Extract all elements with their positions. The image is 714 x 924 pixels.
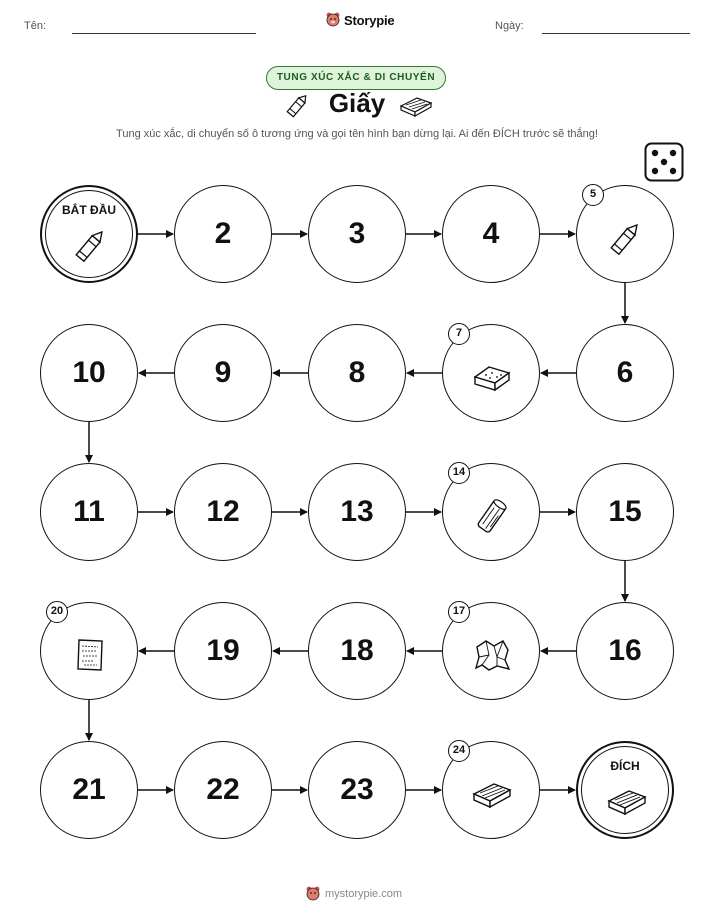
space-number-badge: 14 bbox=[448, 462, 470, 484]
board-space[interactable] bbox=[576, 185, 674, 283]
board-space[interactable] bbox=[442, 741, 540, 839]
paper-sheet-icon bbox=[70, 635, 110, 675]
space-number: 6 bbox=[616, 356, 634, 389]
footer bbox=[306, 886, 402, 902]
board-space[interactable] bbox=[442, 463, 540, 561]
footer-url: mystorypie.com bbox=[325, 888, 403, 900]
board-space[interactable] bbox=[442, 602, 540, 700]
date-label: Ngày: bbox=[495, 20, 524, 32]
crumpled-paper-icon bbox=[472, 635, 512, 675]
board-space[interactable] bbox=[308, 602, 406, 700]
space-number: 4 bbox=[482, 217, 500, 250]
board-space[interactable] bbox=[308, 741, 406, 839]
board-space[interactable] bbox=[174, 741, 272, 839]
board-space[interactable] bbox=[40, 602, 138, 700]
space-number: 19 bbox=[206, 634, 240, 667]
sponge-icon bbox=[472, 357, 512, 397]
space-number-badge: 20 bbox=[46, 601, 68, 623]
space-number-badge: 5 bbox=[582, 184, 604, 206]
board-space[interactable] bbox=[442, 324, 540, 422]
board-space[interactable] bbox=[576, 324, 674, 422]
space-number: 12 bbox=[206, 495, 240, 528]
page-title: Giấy bbox=[328, 88, 386, 118]
space-number: 15 bbox=[608, 495, 642, 528]
space-number: 2 bbox=[214, 217, 232, 250]
space-number-badge: 24 bbox=[448, 740, 470, 762]
space-number: 13 bbox=[340, 495, 374, 528]
board-space[interactable] bbox=[40, 741, 138, 839]
start-space[interactable] bbox=[40, 185, 138, 283]
wood-plank-icon bbox=[472, 774, 512, 814]
board-space[interactable] bbox=[308, 324, 406, 422]
board-space[interactable] bbox=[174, 602, 272, 700]
space-number: 16 bbox=[608, 634, 642, 667]
brand-name: Storypie bbox=[344, 12, 395, 28]
board-space[interactable] bbox=[174, 324, 272, 422]
space-number: 23 bbox=[340, 773, 374, 806]
space-number: 8 bbox=[348, 356, 366, 389]
wood-log-icon bbox=[472, 496, 512, 536]
board-space[interactable] bbox=[40, 463, 138, 561]
board-space[interactable] bbox=[308, 185, 406, 283]
finish-label: ĐÍCH bbox=[610, 759, 640, 773]
finish-space[interactable] bbox=[576, 741, 674, 839]
name-label: Tên: bbox=[24, 20, 47, 32]
crayon-icon bbox=[71, 225, 111, 265]
crayon-icon bbox=[606, 218, 646, 258]
instructions: Tung xúc xắc, di chuyển số ô tương ứng và gọi tên hình bạn dừng lại. Ai đến ĐÍCH trước sẽ thắng! bbox=[116, 128, 598, 140]
space-number: 21 bbox=[72, 773, 106, 806]
start-label: BẮT ĐẦU bbox=[62, 203, 116, 217]
space-number-badge: 7 bbox=[448, 323, 470, 345]
board-space[interactable] bbox=[308, 463, 406, 561]
board-space[interactable] bbox=[40, 324, 138, 422]
board-space[interactable] bbox=[576, 463, 674, 561]
space-number: 3 bbox=[348, 217, 366, 250]
space-number-badge: 17 bbox=[448, 601, 470, 623]
board-space[interactable] bbox=[442, 185, 540, 283]
board-space[interactable] bbox=[174, 463, 272, 561]
space-number: 18 bbox=[340, 634, 374, 667]
space-number: 22 bbox=[206, 773, 240, 806]
board-space[interactable] bbox=[174, 185, 272, 283]
bear-logo-icon bbox=[306, 886, 320, 902]
space-number: 9 bbox=[214, 356, 232, 389]
activity-pill: TUNG XÚC XẮC & DI CHUYỂN bbox=[266, 66, 446, 90]
space-number: 10 bbox=[72, 356, 106, 389]
board-space[interactable] bbox=[576, 602, 674, 700]
wood-plank-icon bbox=[607, 781, 647, 821]
space-number: 11 bbox=[73, 495, 105, 528]
